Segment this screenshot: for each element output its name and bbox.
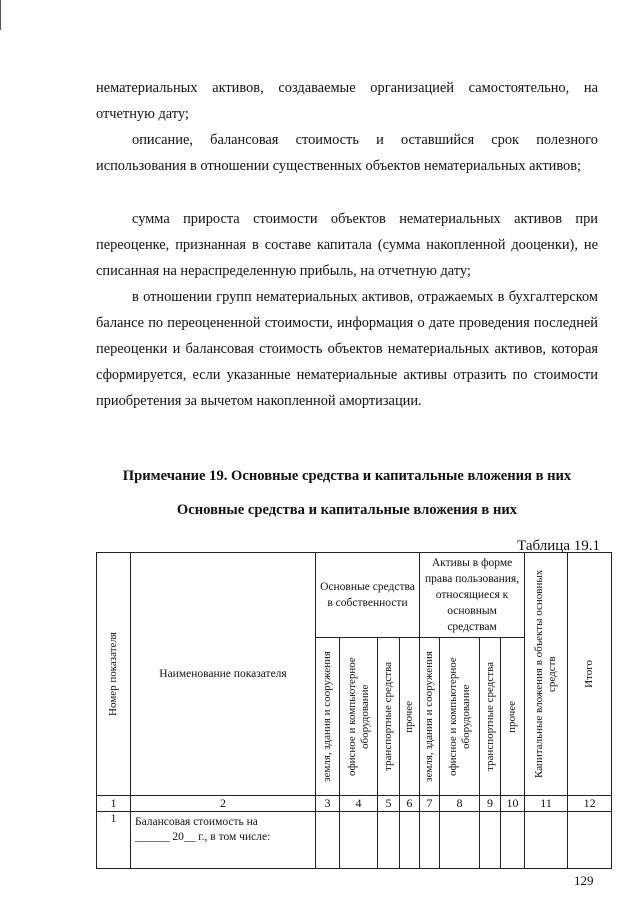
row-label-line-1: Балансовая стоимость на: [135, 816, 258, 828]
header-sub-land-1: земля, здания и сооружения: [316, 638, 340, 796]
header-group-owned: Основные средства в собственности: [316, 553, 420, 638]
header-total: Итого: [568, 553, 612, 796]
col-number: 7: [420, 796, 440, 812]
binder-line: [0, 0, 9, 30]
header-sub-land-2: земля, здания и сооружения: [420, 638, 440, 796]
header-sub-transport-2: транспортные средства: [480, 638, 501, 796]
paragraph-2: описание, балансовая стоимость и оставшийся срок полезного использования в отношении существенных объектов нематериальных активов;: [96, 132, 598, 174]
table-cell: [440, 812, 480, 869]
table-cell: [568, 812, 612, 869]
table-title: Основные средства и капитальные вложения в них: [176, 502, 518, 518]
header-sub-transport-1: транспортные средства: [378, 638, 400, 796]
row-number: 1: [97, 812, 131, 869]
col-number: 4: [340, 796, 378, 812]
table-cell: [400, 812, 420, 869]
col-number: 11: [525, 796, 568, 812]
header-capex: Капитальные вложения в объекты основных средств: [525, 553, 568, 796]
col-number: 5: [378, 796, 400, 812]
header-sub-other-1: прочее: [400, 638, 420, 796]
header-sub-office-2: офисное и компьютерное оборудование: [440, 638, 480, 796]
col-number: 1: [97, 796, 131, 812]
table-cell: [378, 812, 400, 869]
col-number: 12: [568, 796, 612, 812]
table-cell: [340, 812, 378, 869]
col-number: 6: [400, 796, 420, 812]
row-label: [131, 812, 316, 869]
note-heading: Примечание 19. Основные средства и капитальные вложения в них: [122, 468, 572, 484]
paragraph-1: нематериальных активов, создаваемые организацией самостоятельно, на отчетную дату;: [96, 80, 598, 122]
col-number: 9: [480, 796, 501, 812]
table-cell: [480, 812, 501, 869]
table-cell: [525, 812, 568, 869]
header-name-col: Наименование показателя: [131, 553, 316, 796]
paragraph-4: в отношении групп нематериальных активов, отражаемых в бухгалтерском балансе по переоцененной стоимости, информация о дате проведения последней переоценки и балансовая стоимость объектов нематериальных активов, которая сформируется, если указанные нематериальные активы отразить по стоимости приобретения за вычетом накопленной амортизации.: [96, 289, 598, 409]
header-sub-office-1: офисное и компьютерное оборудование: [340, 638, 378, 796]
column-number-row: [97, 796, 612, 812]
fixed-assets-table: [96, 552, 612, 869]
col-number: 8: [440, 796, 480, 812]
header-num-col: Номер показателя: [97, 553, 131, 796]
header-group-right-of-use: Активы в форме права пользования, относящиеся к основным средствам: [420, 553, 525, 638]
header-sub-other-2: прочее: [501, 638, 525, 796]
paragraph-3: сумма прироста стоимости объектов нематериальных активов при переоценке, признанная в составе капитала (сумма накопленной дооценки), не списанная на нераспределенную прибыль, на отчетную дату;: [96, 211, 598, 279]
table-cell: [316, 812, 340, 869]
page-number: 129: [574, 873, 594, 888]
col-number: 3: [316, 796, 340, 812]
table-caption: Таблица 19.1: [517, 538, 600, 554]
col-number: 2: [131, 796, 316, 812]
col-number: 10: [501, 796, 525, 812]
row-label-line-2: ______ 20__ г., в том числе:: [135, 831, 271, 843]
table-cell: [420, 812, 440, 869]
table-cell: [501, 812, 525, 869]
table-row: [97, 812, 612, 869]
